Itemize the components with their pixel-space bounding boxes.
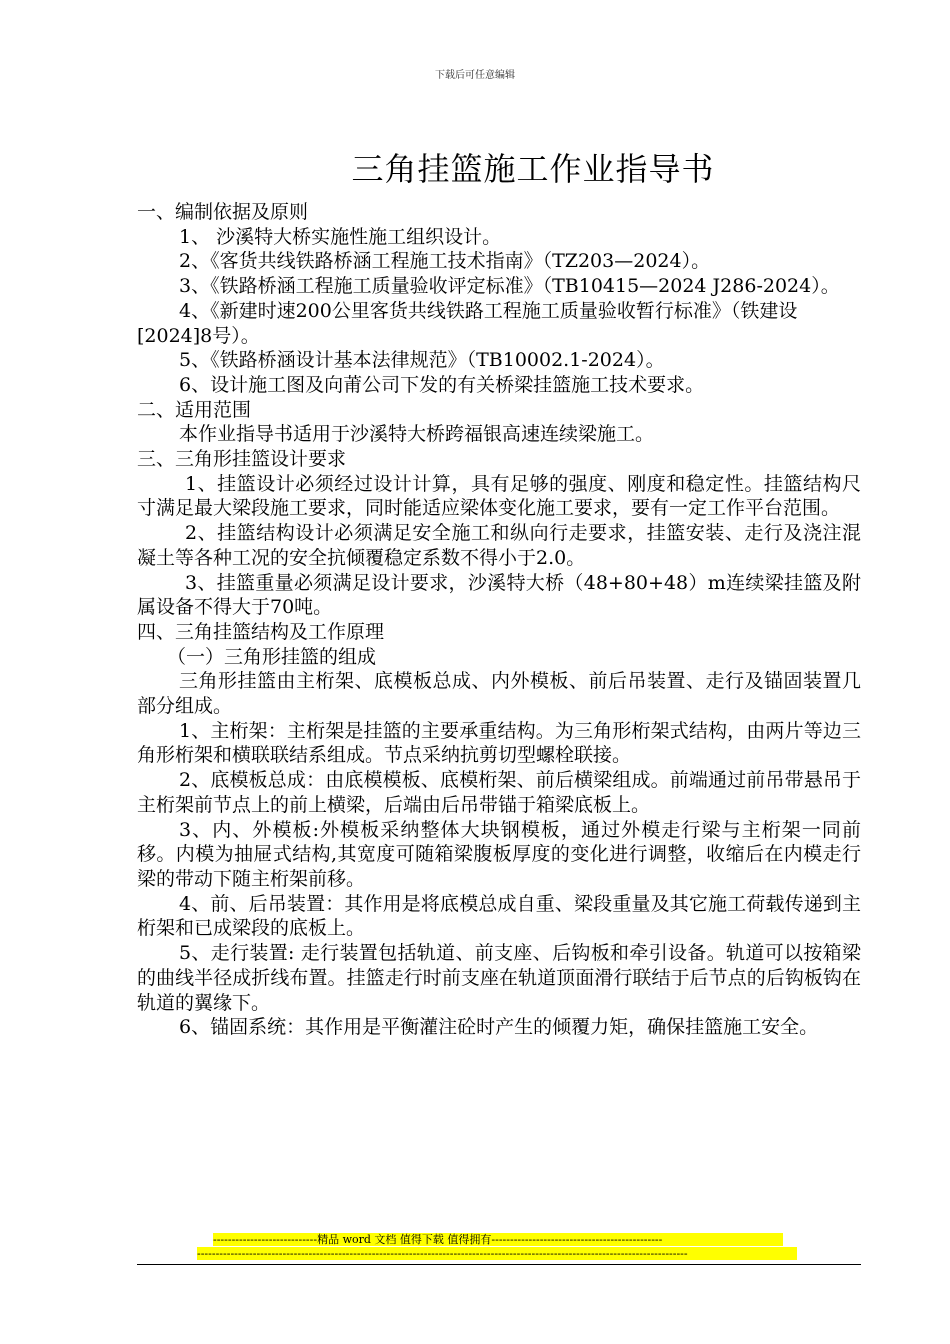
header-note: 下载后可任意编辑	[435, 70, 515, 81]
paragraph: 6、锚固系统：其作用是平衡灌注砼时产生的倾覆力矩，确保挂篮施工安全。	[179, 1016, 819, 1039]
paragraph: 1、主桁架：主桁架是挂篮的主要承重结构。为三角形桁架式结构，由两片等边三角形桁架和横联联结系组成。节点采纳抗剪切型螺栓联接。	[137, 719, 861, 767]
paragraph: 1、 沙溪特大桥实施性施工组织设计。	[179, 225, 502, 248]
section-heading: 一、编制依据及原则	[137, 201, 309, 223]
footer-banner: ----------------------------精品 word 文档 值得下载 值得拥有----------------------------------------------	[213, 1233, 783, 1246]
paragraph: 5、走行装置: 走行装置包括轨道、前支座、后钩板和牵引设备。轨道可以按箱梁的曲线半径成折线布置。挂篮走行时前支座在轨道顶面滑行联结于后节点的后钩板钩在轨道的翼缘下。	[137, 942, 861, 1014]
paragraph: 6、设计施工图及向莆公司下发的有关桥梁挂篮施工技术要求。	[179, 373, 705, 396]
paragraph: 5、《铁路桥涵设计基本法律规范》（TB10002.1-2024）。	[179, 349, 665, 372]
paragraph: 1、挂篮设计必须经过设计计算，具有足够的强度、刚度和稳定性。挂篮结构尺寸满足最大梁段施工要求，同时能适应梁体变化施工要求，要有一定工作平台范围。	[137, 472, 861, 520]
paragraph: 3、内、外模板:外模板采纳整体大块钢模板，通过外模走行梁与主桁架一同前移。内模为抽屉式结构,其宽度可随箱梁腹板厚度的变化进行调整，收缩后在内模走行梁的带动下随主桁架前移。	[137, 818, 861, 890]
page-title: 三角挂篮施工作业指导书	[351, 150, 715, 188]
paragraph: 3、《铁路桥涵工程施工质量验收评定标准》（TB10415—2024 J286-2024）。	[179, 275, 840, 298]
subsection-heading: （一）三角形挂篮的组成	[167, 645, 377, 668]
paragraph: 3、挂篮重量必须满足设计要求，沙溪特大桥（48+80+48）m连续梁挂篮及附属设备不得大于70吨。	[137, 571, 861, 619]
paragraph: 2、《客货共线铁路桥涵工程施工技术指南》（TZ203—2024）。	[179, 250, 711, 273]
section-heading: 二、适用范围	[137, 398, 252, 421]
paragraph: 4、《新建时速200公里客货共线铁路工程施工质量验收暂行标准》（铁建设[2024]8号）。	[137, 299, 798, 347]
paragraph: 本作业指导书适用于沙溪特大桥跨福银高速连续梁施工。	[179, 423, 655, 446]
section-heading: 三、三角形挂篮设计要求	[137, 448, 347, 471]
footer-divider-text: ------------------------------------------------------------------------------------------------------------------------------------	[197, 1247, 797, 1260]
paragraph: 2、底模板总成：由底模模板、底模桁架、前后横梁组成。前端通过前吊带悬吊于主桁架前节点上的前上横梁，后端由后吊带锚于箱梁底板上。	[137, 769, 861, 816]
paragraph: 2、挂篮结构设计必须满足安全施工和纵向行走要求，挂篮安装、走行及浇注混凝土等各种工况的安全抗倾覆稳定系数不得小于2.0。	[137, 522, 861, 569]
footer-rule	[137, 1264, 861, 1265]
section-heading: 四、三角挂篮结构及工作原理	[137, 620, 385, 643]
paragraph: 4、前、后吊装置：其作用是将底模总成自重、梁段重量及其它施工荷载传递到主桁架和已成梁段的底板上。	[137, 892, 861, 940]
paragraph: 三角形挂篮由主桁架、底模板总成、内外模板、前后吊装置、走行及锚固装置几部分组成。	[137, 670, 861, 718]
document-body	[137, 200, 861, 1040]
